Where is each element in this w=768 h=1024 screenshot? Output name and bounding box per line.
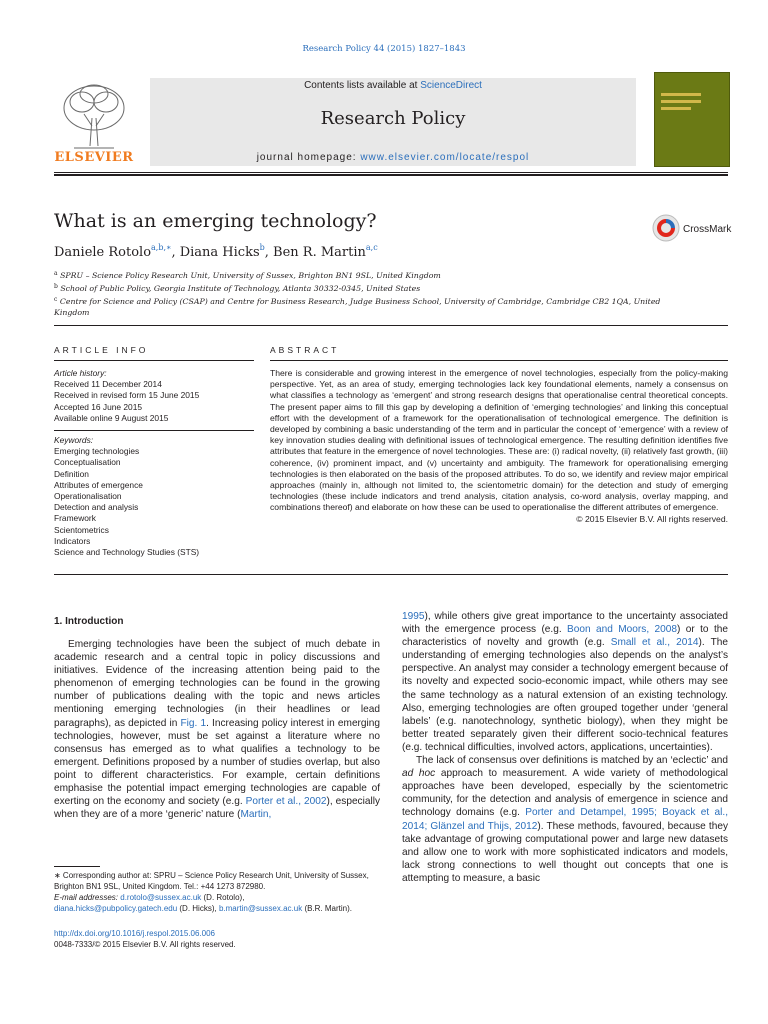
- article-info-heading: ARTICLE INFO: [54, 345, 149, 355]
- keyword: Definition: [54, 468, 89, 479]
- history-item: Available online 9 August 2015: [54, 412, 169, 423]
- keyword: Indicators: [54, 535, 91, 546]
- journal-citation[interactable]: Research Policy 44 (2015) 1827–1843: [302, 44, 466, 54]
- citation-link[interactable]: Small et al., 2014: [610, 637, 699, 649]
- keyword: Scientometrics: [54, 524, 109, 535]
- homepage-prefix: journal homepage:: [256, 152, 361, 163]
- keyword: Detection and analysis: [54, 502, 139, 513]
- body-column-right: [402, 610, 728, 885]
- body-column-left: [54, 638, 380, 821]
- abstract-end-rule: [54, 574, 728, 575]
- abstract-rule: [270, 360, 728, 361]
- keywords-label: Keywords:: [54, 435, 94, 446]
- body-paragraph: 1995), while others give great importance to the uncertainty associated with the emergence process (e.g. Boon and Moors, 2008) or to the characteristics of novelty and growth (e.g. Small et al., 2014). The understanding of emerging technologies also depends on the analyst’s perspective. An analyst may consider a technology emergent because of its novelty and expected socio-economic impact, while others may see the same technology as a natural extension of an existing technology. Also, emerging technologies are often grouped together under ‘general labels’ (e.g. nanotechnology, synthetic biology), when they might be better treated separately given their different socio-technical features (e.g. technical difficulties, involved actors, applications, uncertainties).: [402, 611, 728, 753]
- email-link[interactable]: b.martin@sussex.ac.uk: [218, 904, 303, 913]
- body-paragraph: Emerging technologies have been the subject of much debate in academic research and a central topic in policy discussions and initiatives. Evidence of the increasing attention being paid to the phenomenon of emerging technologies can be found in the growing number of publications dealing with the topic and news articles mentioning emerging technologies (in their headlines or lead paragraphs), as depicted in Fig. 1. Increasing policy interest in emerging technologies, however, must be set against a literature where no consensus has emerged as to what qualifies a technology to be emergent. Definitions proposed by a number of studies overlap, but also point to different characteristics. For example, certain definitions emphasise the potential impact emerging technologies are capable of exerting on the economy and society (e.g. Porter et al., 2002), especially when they are of a more ‘generic’ nature (Martin,: [54, 639, 380, 821]
- masthead-rule-thick: [54, 174, 728, 176]
- header-rule: [54, 325, 728, 326]
- contents-prefix: Contents lists available at: [304, 80, 421, 91]
- journal-name: Research Policy: [320, 108, 466, 129]
- body-paragraph: The lack of consensus over definitions is matched by an ‘eclectic’ and ad hoc approach to measurement. A wide variety of methodological approaches have been developed, especially by the scientometric community, for the detection and analysis of emergence in science and technology domains (e.g. Porter and Detampel, 1995; Boyack et al., 2014; Glänzel and Thijs, 2012). These methods, favoured, because they take advantage of growing computational power and large new datasets and allow one to work with more sophisticated indicators and models, lack strong connections to well thought out concepts that one is attempting to measure, a basic: [402, 755, 729, 884]
- figure-ref-link[interactable]: Fig. 1: [180, 717, 207, 729]
- corresponding-author-note: ∗ Corresponding author at: SPRU – Science Policy Research Unit, University of Sussex, Brighton BN1 9SL, United Kingdom. Tel.: +44 1273 872980.: [54, 871, 369, 891]
- history-item: Received 11 December 2014: [54, 379, 162, 390]
- keyword: Operationalisation: [54, 491, 122, 502]
- citation-link[interactable]: Porter et al., 2002: [245, 796, 327, 808]
- affiliation: $^c$ Centre for Science and Policy (CSAP) and Centre for Business Research, Judge Business School, University of Cambridge, Cambridge CB2 1QA, United Kingdom: [54, 296, 661, 317]
- keyword: Conceptualisation: [54, 457, 121, 468]
- history-label: Article history:: [54, 368, 107, 378]
- citation-link[interactable]: Martin,: [240, 809, 272, 821]
- article-title: What is an emerging technology?: [54, 210, 377, 232]
- info-divider: [54, 430, 254, 431]
- email-addresses: E-mail addresses: d.rotolo@sussex.ac.uk (D. Rotolo),: [54, 893, 245, 902]
- footnote: ∗ Corresponding author at: SPRU – Science Policy Research Unit, University of Sussex, Brighton BN1 9SL, United Kingdom. Tel.: +44 1273 872980. E-mail addresses: d.rotolo@sussex.ac.uk (D. Rotolo), diana.hicks@pubpolicy.gatech.edu (D. Hicks), b.martin@sussex.ac.uk (B.R. Martin).: [54, 870, 380, 914]
- affiliations: [54, 268, 694, 318]
- sciencedirect-link[interactable]: ScienceDirect: [420, 80, 482, 91]
- keyword: Emerging technologies: [54, 446, 140, 457]
- article-info-rule: [54, 360, 254, 361]
- email-link[interactable]: diana.hicks@pubpolicy.gatech.edu: [54, 904, 178, 913]
- history-item: Received in revised form 15 June 2015: [54, 390, 200, 401]
- citation-link[interactable]: Boon and Moors, 2008: [567, 624, 677, 636]
- abstract-heading: ABSTRACT: [270, 345, 340, 355]
- doi-block: [54, 928, 236, 950]
- abstract-copyright: © 2015 Elsevier B.V. All rights reserved.: [576, 513, 728, 524]
- author-affil-mark[interactable]: b: [259, 243, 265, 252]
- email-link[interactable]: d.rotolo@sussex.ac.uk: [120, 893, 202, 902]
- author-affil-mark[interactable]: a,b,∗: [151, 243, 172, 252]
- abstract: [270, 368, 728, 525]
- homepage-link[interactable]: www.elsevier.com/locate/respol: [360, 152, 530, 163]
- affiliation: $^b$ School of Public Policy, Georgia Institute of Technology, Atlanta 30332-0345, United States: [54, 283, 421, 293]
- section-heading: 1. Introduction: [54, 616, 124, 627]
- affiliation: $^a$ SPRU – Science Policy Research Unit, University of Sussex, Brighton BN1 9SL, United Kingdom: [54, 270, 441, 280]
- article-info: [54, 368, 254, 558]
- author-list: Daniele Rotolo$^{a,b,∗}$, Diana Hicks$^b$, Ben R. Martin$^{a,c}$: [54, 243, 378, 260]
- citation-link[interactable]: 1995: [402, 611, 425, 622]
- author-name[interactable]: Diana Hicks: [179, 245, 260, 260]
- keyword: Framework: [54, 513, 96, 524]
- contents-line: [150, 80, 636, 91]
- journal-cover-thumbnail[interactable]: [654, 72, 730, 167]
- homepage-line: [150, 152, 636, 163]
- history-item: Accepted 16 June 2015: [54, 401, 143, 412]
- keyword: Attributes of emergence: [54, 479, 143, 490]
- crossmark-icon[interactable]: [652, 214, 680, 242]
- issn-line: 0048-7333/© 2015 Elsevier B.V. All rights reserved.: [54, 940, 236, 949]
- crossmark-label[interactable]: CrossMark: [683, 224, 732, 235]
- footnote-rule: [54, 866, 100, 867]
- citation-link[interactable]: Porter and Detampel, 1995; Boyack et al., 2014; Glänzel and Thijs, 2012: [402, 807, 728, 832]
- abstract-text: There is considerable and growing interest in the emergence of novel technologies, especially from the policy-making perspective. Yet, as an area of study, emerging technologies lack key foundational elements, namely a consensus on what classifies a technology as ‘emergent’ and strong research designs that operationalise central theoretical concepts. The present paper aims to fill this gap by developing a definition of ‘emerging technologies’ and linking this conceptual effort with the development of a framework for the operationalisation of technological emergence. The definition is developed by combining a basic understanding of the term and in particular the concept of ‘emergence’ with a review of key innovation studies dealing with definitional issues of technological emergence. The resulting definition identifies five attributes that feature in the emergence of novel technologies. These are: (i) radical novelty, (ii) relatively fast growth, (iii) coherence, (iv) prominent impact, and (v) uncertainty and ambiguity. The framework for operationalising emerging technologies is then elaborated on the basis of the proposed attributes. To do so, we identify and review major empirical approaches (mainly in, although not limited to, the scientometric domain) for the detection and study of emerging technologies (these include indicators and trend analysis, citation analysis, co-word analysis, overlay mapping, and combinations thereof) and elaborate on how these can be used to operationalise the different attributes of emergence.: [270, 368, 728, 513]
- elsevier-wordmark: ELSEVIER: [54, 150, 134, 165]
- author-affil-mark[interactable]: a,c: [365, 243, 378, 252]
- masthead-rule: [54, 172, 728, 173]
- author-name[interactable]: Ben R. Martin: [273, 245, 366, 260]
- doi-link[interactable]: http://dx.doi.org/10.1016/j.respol.2015.06.006: [54, 929, 216, 938]
- keyword: Science and Technology Studies (STS): [54, 547, 200, 558]
- author-name[interactable]: Daniele Rotolo: [54, 245, 152, 260]
